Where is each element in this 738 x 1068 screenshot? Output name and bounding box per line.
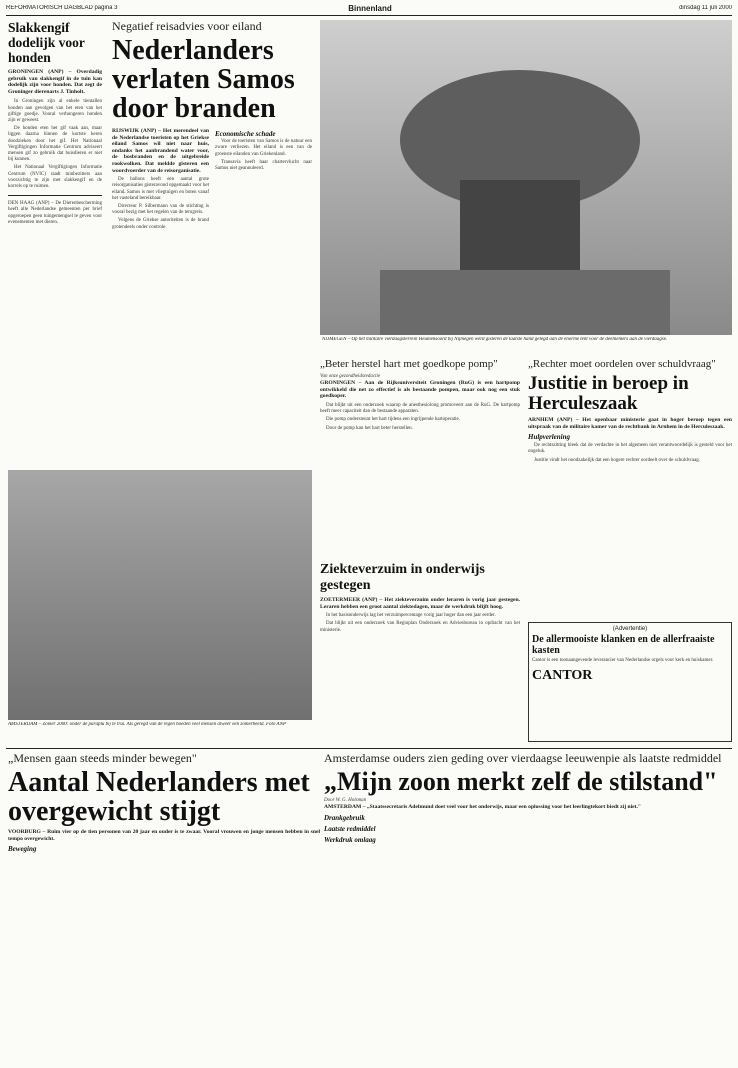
pomp-lead: GRONINGEN – Aan de Rijksuniversiteit Groningen (RuG) is een hartpomp ontwikkeld die net zo effectief is als bestaande pompen, maar ook nog een stuk goedkoper. (320, 380, 520, 400)
samos-body-0: De ballons heeft een aantal grote reisorganisaties gisteravond opgemaakt voor het eiland. Samos is met vliegtuigen en boten vanaf het vasteland bereikbaar. (112, 177, 209, 201)
paraplu-caption: AMSTERDAM – Zomer 2000: onder de paraplu bij te trui. Als geregd van de regen hoeden veel mensen alweer een zomerbeeld. Foto ANP (8, 722, 286, 727)
slakken-title: Slakkengif dodelijk voor honden (8, 20, 85, 65)
justitie-kicker: „Rechter moet oordelen over schuldvraag" (528, 358, 716, 370)
ouderen-title: Aantal Nederlanders met overgewicht stijgt (8, 767, 310, 827)
justitie-title: Justitie in beroep in Herculeszaak (528, 373, 689, 414)
cantor-ad[interactable] (528, 622, 732, 742)
nijmegen-photo (320, 20, 732, 335)
zieke-lead: ZOETERMEER (ANP) – Het ziekteverzuim onder leraren is vorig jaar gestegen. Leraren hebben een groot aantal ziektedagen, maar de werkdruk blijft hoog. (320, 597, 520, 610)
samos-lead: RIJSWIJK (ANP) – Het merendeel van de Nederlandse toeristen op het Griekse eiland Samos wil niet naar huis, ondanks het aanbrandend water voor, de bosbranden en de uitgebreide rookwolken. Dat meldde gisteren een woordvoerder van de reisorganisatie. (112, 128, 209, 174)
zieke-body-0: In het basisonderwijs lag het verzuimpercentage vorig jaar hoger dan een jaar eerder. (326, 613, 496, 619)
slakken-body-2: Het Nationaal Vergiftigingen Informatie Centrum (NVIC) raadt tuinbezitters aan voorzichtig te zijn met slakkengif en de korrels op te ruimen. (8, 165, 102, 190)
samos-body2-0: Voor de toeristen van Samos is de natuur een zware verliezen. Het eiland is een van de groenste eilanden van Griekenland. (215, 139, 312, 157)
pomp-body-1: Die pomp ondersteunt het hart tijdens een ingrijpende hartoperatie. (326, 417, 460, 423)
header-left: REFORMATORISCH DAGBLAD pagina 3 (6, 5, 118, 11)
zorg-subhead-1: Laatste redmiddel (324, 824, 376, 833)
zorg-lead: AMSTERDAM – „Staatssecretaris Adelmund doet veel voor het onderwijs, maar een oplossing voor het leerlingtekort biedt zij niet." (324, 804, 641, 811)
samos-subhead: Economische schade (215, 130, 276, 138)
pomp-body-0: Dat blijkt uit een onderzoek waarop de anesthesioloog promoveert aan de RuG. De hartpomp heeft meer capaciteit dan de bestaande apparaten. (320, 402, 520, 415)
samos-body2-1: Transavia heeft haar chartervlucht naar Samos niet geannuleerd. (215, 159, 312, 172)
header-date: dinsdag 11 juli 2000 (679, 5, 732, 11)
justitie-lead: ARNHEM (ANP) – Het openbaar ministerie gaat in hoger beroep tegen een uitspraak van de militaire kamer van de rechtbank in Arnhem in de Herculeszaak. (528, 417, 732, 430)
ad-text: Cantor is een toonaangevende leverancier van Nederlandse orgels voor kerk en huiskamer. (532, 658, 714, 663)
zorg-title: „Mijn zoon merkt zelf de stilstand" (324, 767, 718, 796)
den-haag-brief: DEN HAAG (ANP) – De Dierenbescherming heeft alle Nederlandse gemeenten per brief opgeroepen geen tuingemengsel te geven voor evenementen met dieren. (8, 201, 102, 225)
slakken-body-0: In Groningen zijn al enkele tientallen honden aan gevolgen van het eten van het giftige goedje. Vooral verhongeren honden zijn er geweest. (8, 99, 102, 123)
zorg-article (324, 752, 732, 1052)
ouderen-subhead: Beweging (8, 845, 37, 854)
justitie-subhead: Hulpverlening (528, 433, 571, 442)
pomp-article (320, 358, 520, 558)
samos-body-2: Volgens de Griekse autoriteiten is de brand grotendeels onder controle. (112, 218, 209, 230)
ouderen-lead: VOORBURG – Ruim vier op de tien personen van 20 jaar en ouder is te zwaar. Vooral vrouwen en jonge mensen hebben in snel tempo overgewicht. (8, 829, 320, 842)
slakken-article (8, 20, 102, 460)
section-title: Binnenland (348, 4, 392, 13)
samos-article (112, 20, 312, 460)
justitie-body-0: De rechtszitting bleek dat de verdachte in het algemeen niet verantwoordelijk is gesteld voor het ongeluk. (528, 443, 732, 455)
tent-illustration (320, 20, 732, 335)
zorg-kicker: Amsterdamse ouders zien geding over vierdaagse leeuwenpie als laatste redmiddel (324, 752, 722, 765)
ad-tag: (Advertentie) (612, 626, 648, 632)
nijmegen-caption: NIJMEGEN – Op het militaire vierdaagsterrein Heumensoord bij Nijmegen werd gisteren de laatste hand gelegd aan de enorme tent voor de deelnemers aan de vierdaagse. (322, 337, 668, 342)
ad-title: De allermooiste klanken en de allerfraaiste kasten (532, 634, 715, 656)
zieke-body-1: Dat blijkt uit een onderzoek van Regioplan Onderzoek en Adviesbureau in opdracht van het ministerie. (320, 621, 520, 633)
slakken-body-1: De honden eten het gif vaak aan, maar liggen daarna binnen de kortste keren doodzieken door het gif. Het Nationaal Vergiftigingen Informatie Centrum adviseert mensen gif zo gebruik dat huisdieren er niet bij kunnen. (8, 126, 102, 163)
pomp-body-2: Door de pomp kan het hart beter herstellen. (326, 425, 413, 431)
zorg-subhead-0: Drankgebruik (324, 813, 365, 822)
slakken-lead: GRONINGEN (ANP) – Overdadig gebruik van slakkengif in de tuin kan dodelijk zijn voor honden. Dat zegt de Groninger dierenarts J. Tinholt. (8, 69, 102, 95)
samos-kicker: Negatief reisadvies voor eiland (112, 20, 262, 33)
zorg-subhead-2: Werkdruk omlaag (324, 835, 376, 844)
zieke-title: Ziekteverzuim in onderwijs gestegen (320, 562, 485, 593)
pomp-byline: Van onze gezondheidsredactie (320, 374, 381, 379)
ouderen-article (8, 752, 320, 1052)
justitie-article (528, 358, 732, 618)
samos-body-1: Directeur P. Silbermann van de stichting is vooral bezig met het regelen van de terugreis. (112, 203, 209, 216)
samos-title: Nederlanders verlaten Samos door branden (112, 35, 295, 124)
zieke-article (320, 562, 520, 742)
paraplu-photo (8, 470, 312, 720)
justitie-body-1: Justitie vindt het noodzakelijk dat een hogere rechter oordeelt over de schuldvraag. (534, 457, 701, 463)
ouderen-kicker: „Mensen gaan steeds minder bewegen" (8, 752, 197, 765)
ad-brand: CANTOR (532, 668, 593, 684)
zorg-byline: Door W. G. Holsman (324, 798, 367, 803)
pomp-kicker: „Beter herstel hart met goedkope pomp" (320, 358, 498, 370)
